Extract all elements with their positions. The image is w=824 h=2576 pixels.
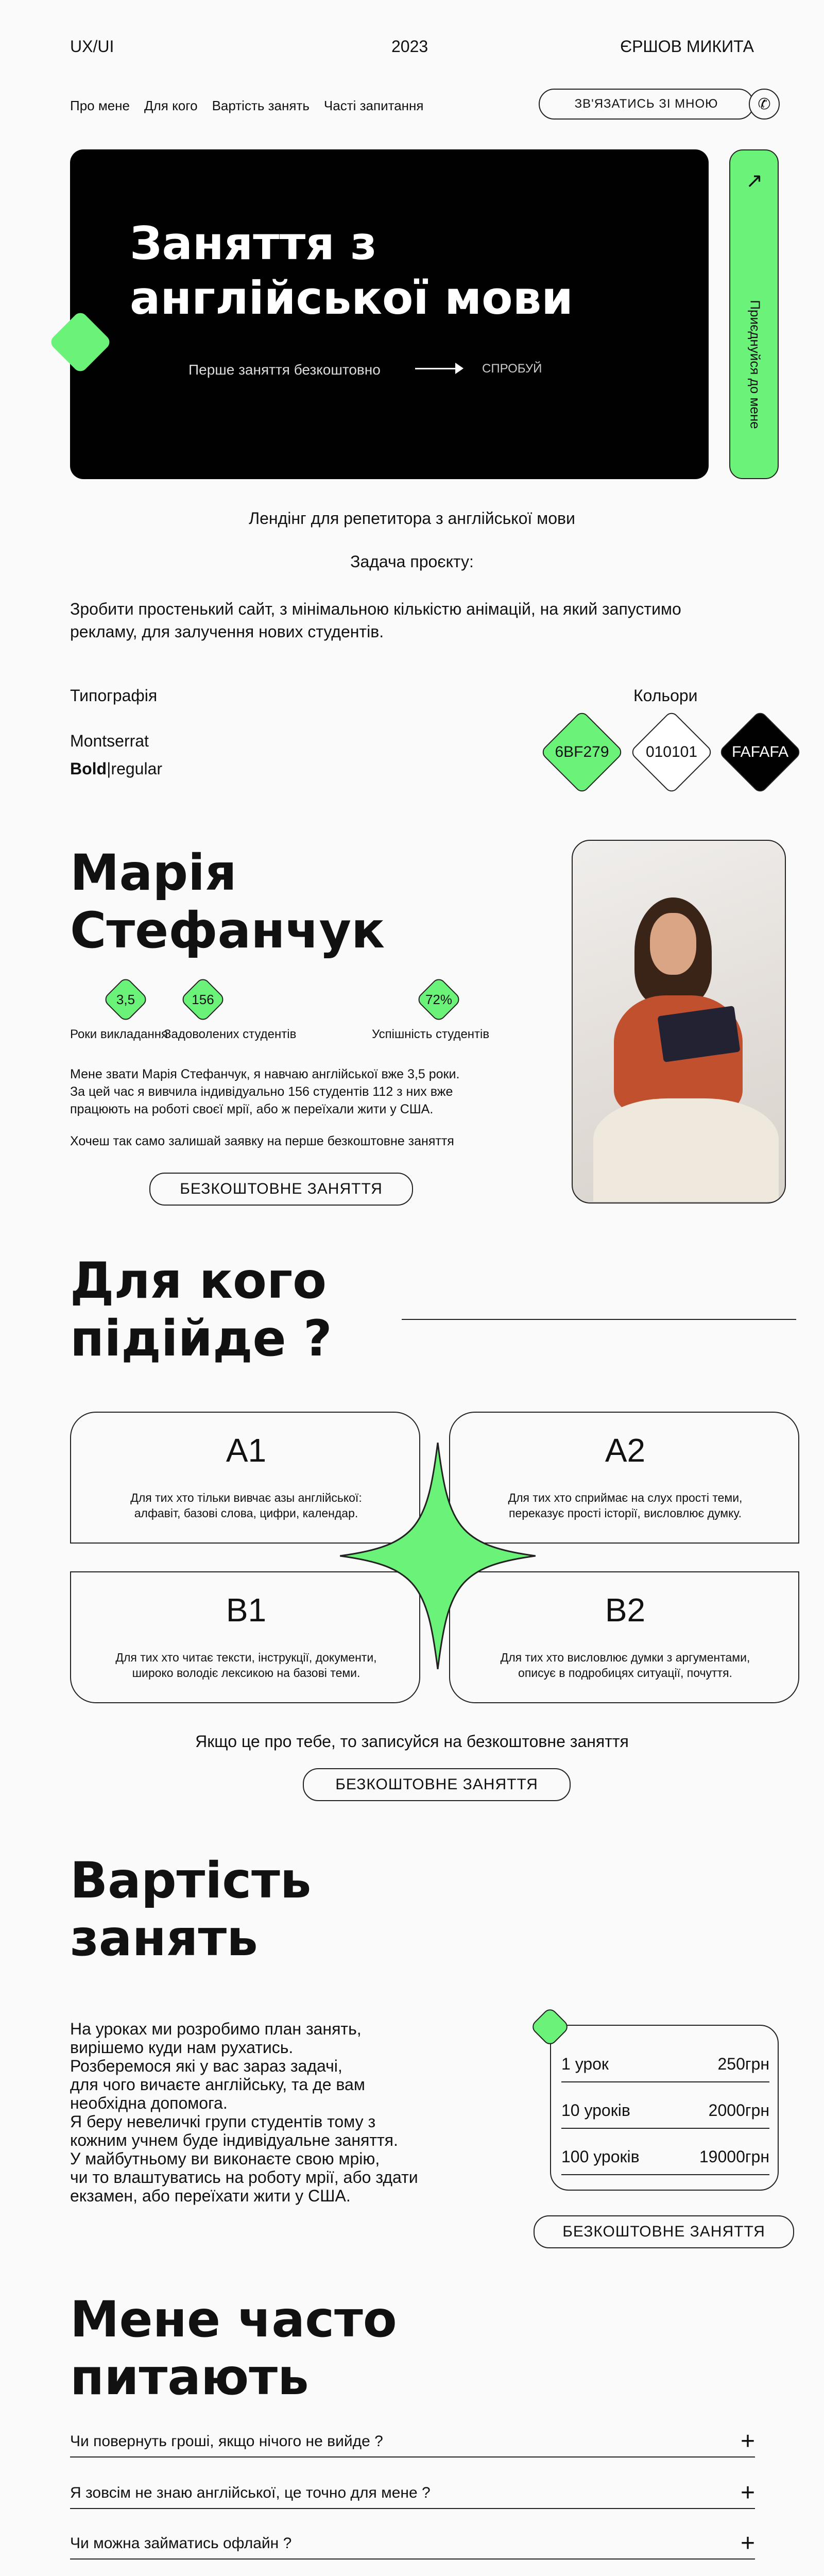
tutor-photo [572,840,786,1204]
top-left-label: UX/UI [70,37,114,56]
four-point-star-decoration [340,1443,536,1669]
nav-item-about[interactable]: Про мене [70,98,130,113]
arrow-right-icon[interactable] [415,368,461,369]
stat-label-years: Роки викладання [70,1027,168,1041]
audience-title: Для кого підійде ? [70,1252,332,1367]
typography-weights: Bold|regular [70,759,163,778]
main-nav [70,98,423,114]
faq-item[interactable]: Чи можна займатись офлайн ? + [70,2529,755,2560]
level-code-b1: B1 [226,1591,267,1629]
nav-item-pricing[interactable]: Вартість занять [212,98,310,113]
color-swatch-white-label: 010101 [645,743,698,760]
stat-label-success: Успішність студентів [372,1027,490,1041]
photo-blanket [593,1098,779,1201]
top-author: ЄРШОВ МИКИТА [620,37,754,56]
color-swatch-green-label: 6BF279 [555,743,609,760]
nav-item-faq[interactable]: Часті запитання [323,98,424,113]
plus-icon[interactable]: + [740,2479,755,2506]
join-side-button-label: Приєднуйся до мене [747,300,763,429]
contact-button-label: ЗВ'ЯЗАТИСЬ ЗІ МНОЮ [574,97,718,111]
price-table [550,2025,779,2191]
level-desc-b2: Для тих хто висловлює думки з аргументами, описує в подробицях ситуації, почуття. [500,1651,750,1680]
level-code-b2: B2 [605,1591,646,1629]
faq-item[interactable]: Чи повернуть гроші, якщо нічого не вийде ? + [70,2427,755,2458]
nav-item-audience[interactable]: Для кого [144,98,198,113]
arrow-up-right-icon: ↗ [746,170,763,192]
join-side-button[interactable] [729,149,779,479]
faq-item[interactable]: Я зовсім не знаю англійської, це точно для мене ? + [70,2478,755,2509]
level-desc-a2: Для тих хто сприймає на слух прості теми, переказує прості історії, висловлює думку. [508,1491,743,1520]
contact-button[interactable] [539,89,754,120]
phone-icon[interactable]: ✆ [749,89,780,120]
photo-person-face [650,913,696,975]
hero-subtitle: Перше заняття безкоштовно [188,362,381,378]
colors-title: Кольори [633,686,698,705]
level-desc-a1: Для тих хто тільки вивчає азы англійської: алфавіт, базові слова, цифри, календар. [130,1491,362,1520]
pricing-free-lesson-button[interactable] [534,2215,794,2248]
about-free-lesson-button[interactable] [149,1173,413,1206]
hero-try-label[interactable]: СПРОБУЙ [482,362,542,376]
project-caption: Лендінг для репетитора з англійської мови [249,509,575,528]
plus-icon[interactable]: + [740,2530,755,2557]
typography-title: Типографія [70,686,158,705]
stat-value-students: 156 [192,991,214,1007]
pricing-text: На уроках ми розробимо план занять, вирішемо куди нам рухатись. Розберемося які у вас зараз задачі, для чого вичаєте англійську, та де вам необхідна допомога. Я беру невеличкі групи студентів тому з кожним учнем буде індивідуальне заняття. У майбутньому ви виконаєте свою мрію, чи то влаштуватись на роботу мрії, або здати екзамен, або переїхати жити у США. [70,2020,418,2205]
price-row: 1 урок 250грн [561,2046,769,2082]
audience-divider [402,1319,796,1320]
task-title: Задача проєкту: [350,552,474,571]
hero-banner [70,149,709,479]
about-free-lesson-button-label: БЕЗКОШТОВНЕ ЗАНЯТТЯ [180,1180,383,1197]
task-text: Зробити простенький сайт, з мінімальною кількістю анімацій, на який запустимо рекламу, для залучення нових студентів. [70,600,681,641]
audience-cta-text: Якщо це про тебе, то записуйся на безкоштовне заняття [195,1732,629,1751]
stat-value-years: 3,5 [116,991,135,1007]
price-row: 100 уроків 19000грн [561,2139,769,2175]
tutor-name: Марія Стефанчук [70,844,385,959]
top-year: 2023 [391,37,428,56]
pricing-title: Вартість занять [70,1852,312,1967]
level-code-a2: A2 [605,1432,646,1469]
price-row: 10 уроків 2000грн [561,2093,769,2129]
plus-icon[interactable]: + [740,2428,755,2455]
color-swatch-black-label: FAFAFA [731,743,789,760]
level-code-a1: A1 [226,1432,267,1469]
hero-title: Заняття з англійської мови [130,217,573,325]
faq-title: Мене часто питають [70,2291,397,2406]
audience-free-lesson-button-label: БЕЗКОШТОВНЕ ЗАНЯТТЯ [335,1776,538,1793]
level-desc-b1: Для тих хто читає тексти, інструкції, документи, широко володіє лексикою на базові теми. [115,1651,377,1680]
tutor-bio: Мене звати Марія Стефанчук, я навчаю англійської вже 3,5 роки. За цей час я вивчила індивідуально 156 студентів 112 з них вже працюють на роботі своєї мрії, або ж переїхали жити у США. Хочеш так само залишай заявку на перше безкоштовне заняття [70,1067,460,1148]
pricing-free-lesson-button-label: БЕЗКОШТОВНЕ ЗАНЯТТЯ [562,2223,765,2240]
stat-label-students: Задоволених студентів [164,1027,297,1041]
arrow-right-head [455,363,464,374]
stat-value-success: 72% [425,991,453,1007]
typography-font: Montserrat [70,732,149,750]
audience-free-lesson-button[interactable] [303,1768,571,1801]
